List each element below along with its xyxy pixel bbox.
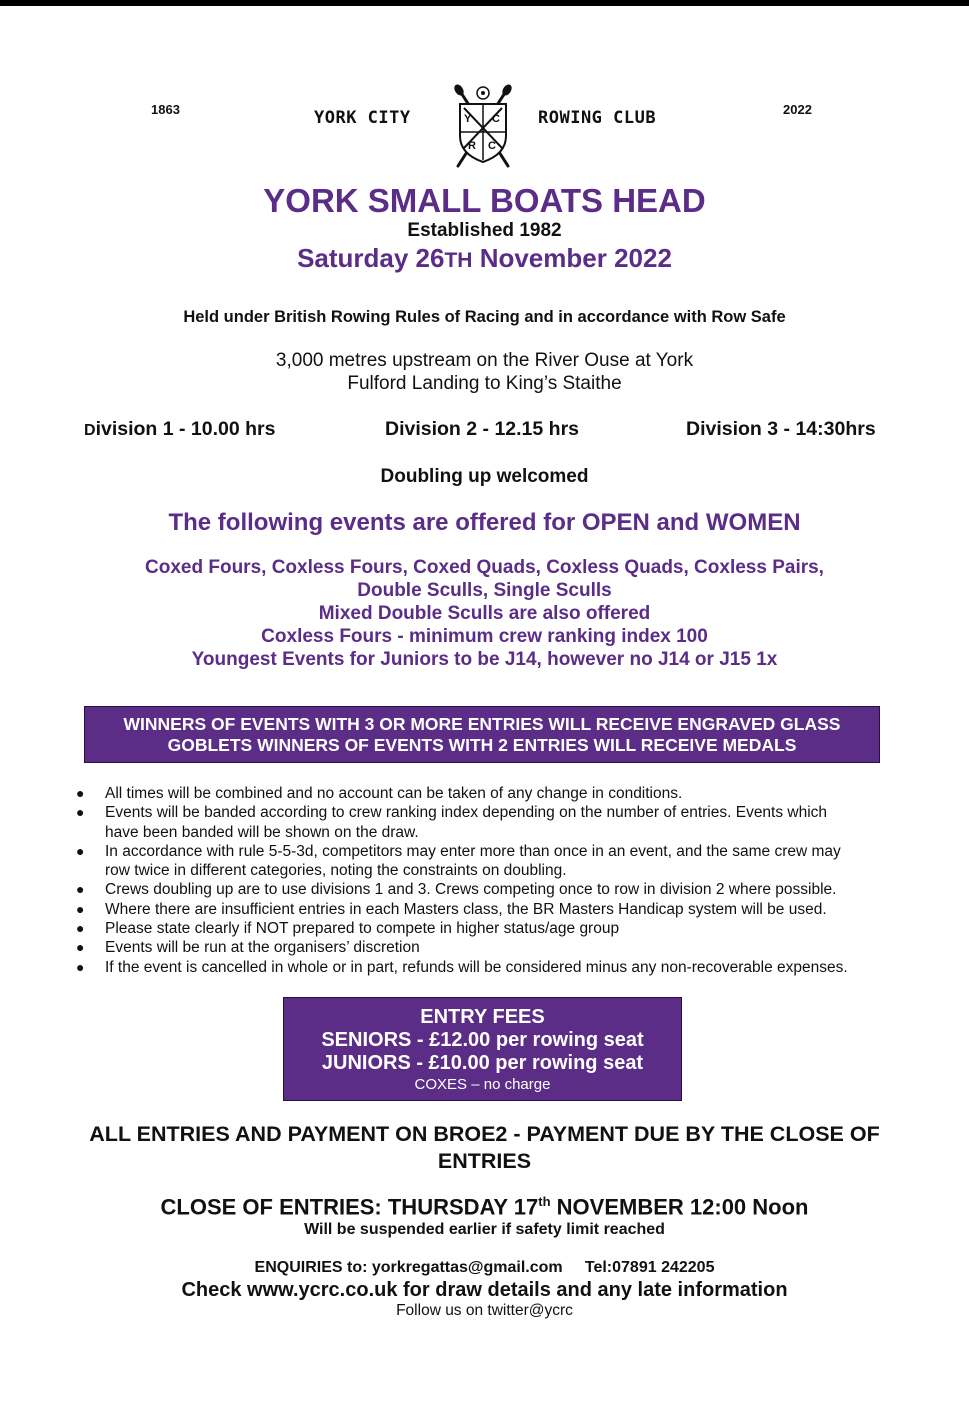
- close-prefix: CLOSE OF ENTRIES: THURSDAY 17: [160, 1194, 539, 1220]
- club-crest-icon: [450, 82, 516, 170]
- founded-year: 1863: [151, 102, 180, 117]
- top-border: [0, 0, 969, 6]
- events-list: [0, 556, 969, 671]
- crest-letter-y: Y: [464, 113, 472, 125]
- page-title: YORK SMALL BOATS HEAD: [263, 182, 706, 219]
- close-rest: NOVEMBER 12:00 Noon: [550, 1194, 809, 1220]
- bullet-icon: ●: [76, 785, 85, 801]
- events-line-3: Mixed Double Sculls are also offered: [318, 603, 651, 624]
- event-date-rest: November 2022: [472, 243, 672, 273]
- course-description: [0, 349, 969, 395]
- list-item: ● Events will be banded according to crew ranking index depending on the number of entries. Events which have been banded will be shown on the draw.: [76, 804, 828, 841]
- list-item: ● Where there are insufficient entries in each Masters class, the BR Masters Handicap system will be used.: [76, 900, 827, 918]
- event-date-suffix: TH: [444, 249, 473, 272]
- enquiries-line: ENQUIRIES to: yorkregattas@gmail.com Tel:07891 242205: [254, 1259, 715, 1276]
- entries-payment-notice: [0, 1121, 969, 1175]
- event-date-prefix: Saturday 26: [297, 243, 445, 273]
- division-1-initial: D: [84, 422, 96, 439]
- winners-line-2: GOBLETS WINNERS OF EVENTS WITH 2 ENTRIES WILL RECEIVE MEDALS: [167, 735, 797, 755]
- bullet-icon: ●: [76, 900, 85, 917]
- entry-fees-heading: ENTRY FEES: [420, 1006, 545, 1028]
- coxes-fee: COXES – no charge: [414, 1076, 551, 1093]
- conditions-list: [72, 784, 932, 977]
- division-2: Division 2 - 12.15 hrs: [385, 418, 580, 440]
- events-line-1: Coxed Fours, Coxless Fours, Coxed Quads, Coxless Quads, Coxless Pairs,: [145, 557, 824, 578]
- crest-letter-c2: C: [488, 140, 496, 152]
- list-item: ● All times will be combined and no account can be taken of any change in conditions.: [76, 785, 683, 802]
- events-line-4: Coxless Fours - minimum crew ranking index 100: [261, 626, 708, 647]
- division-1-text: ivision 1 - 10.00 hrs: [95, 418, 276, 440]
- crest-letter-c: C: [492, 113, 500, 125]
- close-sup: th: [538, 1194, 551, 1209]
- list-item: ● Crews doubling up are to use divisions 1 and 3. Crews competing once to row in division 2 where possible.: [76, 881, 837, 899]
- list-item: ● In accordance with rule 5-5-3d, competitors may enter more than once in an event, and the same crew may row twice in different categories, noting the constraints on doubling.: [76, 842, 841, 880]
- winners-banner: [84, 706, 880, 763]
- list-item: ● Please state clearly if NOT prepared to compete in higher status/age group: [76, 920, 620, 938]
- suspension-note: Will be suspended earlier if safety limit reached: [304, 1221, 665, 1238]
- events-line-2: Double Sculls, Single Sculls: [357, 580, 612, 601]
- seniors-fee: SENIORS - £12.00 per rowing seat: [321, 1029, 644, 1051]
- bullet-icon: ●: [76, 804, 85, 821]
- bullet-icon: ●: [76, 842, 85, 859]
- close-of-entries: [0, 1194, 969, 1220]
- rules-statement: Held under British Rowing Rules of Racing and in accordance with Row Safe: [183, 308, 786, 326]
- doubling-note: Doubling up welcomed: [380, 466, 589, 487]
- club-name-left: YORK CITY: [314, 108, 411, 128]
- bullet-icon: ●: [76, 958, 85, 975]
- bullet-icon: ●: [76, 881, 85, 898]
- events-heading: The following events are offered for OPEN and WOMEN: [168, 509, 801, 536]
- list-item: ● If the event is cancelled in whole or in part, refunds will be considered minus any non-recoverable expenses.: [76, 958, 848, 976]
- event-date: [0, 243, 969, 274]
- current-year: 2022: [783, 102, 812, 117]
- winners-line-1: WINNERS OF EVENTS WITH 3 OR MORE ENTRIES WILL RECEIVE ENGRAVED GLASS: [123, 714, 841, 734]
- twitter-line: Follow us on twitter@ycrc: [396, 1302, 573, 1319]
- events-line-5: Youngest Events for Juniors to be J14, however no J14 or J15 1x: [191, 649, 778, 670]
- course-line-1: 3,000 metres upstream on the River Ouse at York: [275, 350, 694, 371]
- established-line: Established 1982: [407, 220, 562, 241]
- entry-fees-box: [283, 997, 682, 1101]
- bullet-icon: ●: [76, 939, 85, 956]
- division-3: Division 3 - 14:30hrs: [686, 418, 876, 440]
- course-line-2: Fulford Landing to King’s Staithe: [347, 373, 622, 394]
- list-item: ● Events will be run at the organisers’ discretion: [76, 939, 420, 957]
- website-line: Check www.ycrc.co.uk for draw details and any late information: [181, 1279, 788, 1301]
- entries-line-2: ENTRIES: [437, 1149, 532, 1173]
- juniors-fee: JUNIORS - £10.00 per rowing seat: [321, 1052, 644, 1074]
- club-name-right: ROWING CLUB: [538, 108, 657, 128]
- crest-letter-r: R: [468, 140, 476, 152]
- entries-line-1: ALL ENTRIES AND PAYMENT ON BROE2 - PAYMENT DUE BY THE CLOSE OF: [89, 1122, 880, 1146]
- division-1: [84, 418, 275, 441]
- bullet-icon: ●: [76, 920, 85, 937]
